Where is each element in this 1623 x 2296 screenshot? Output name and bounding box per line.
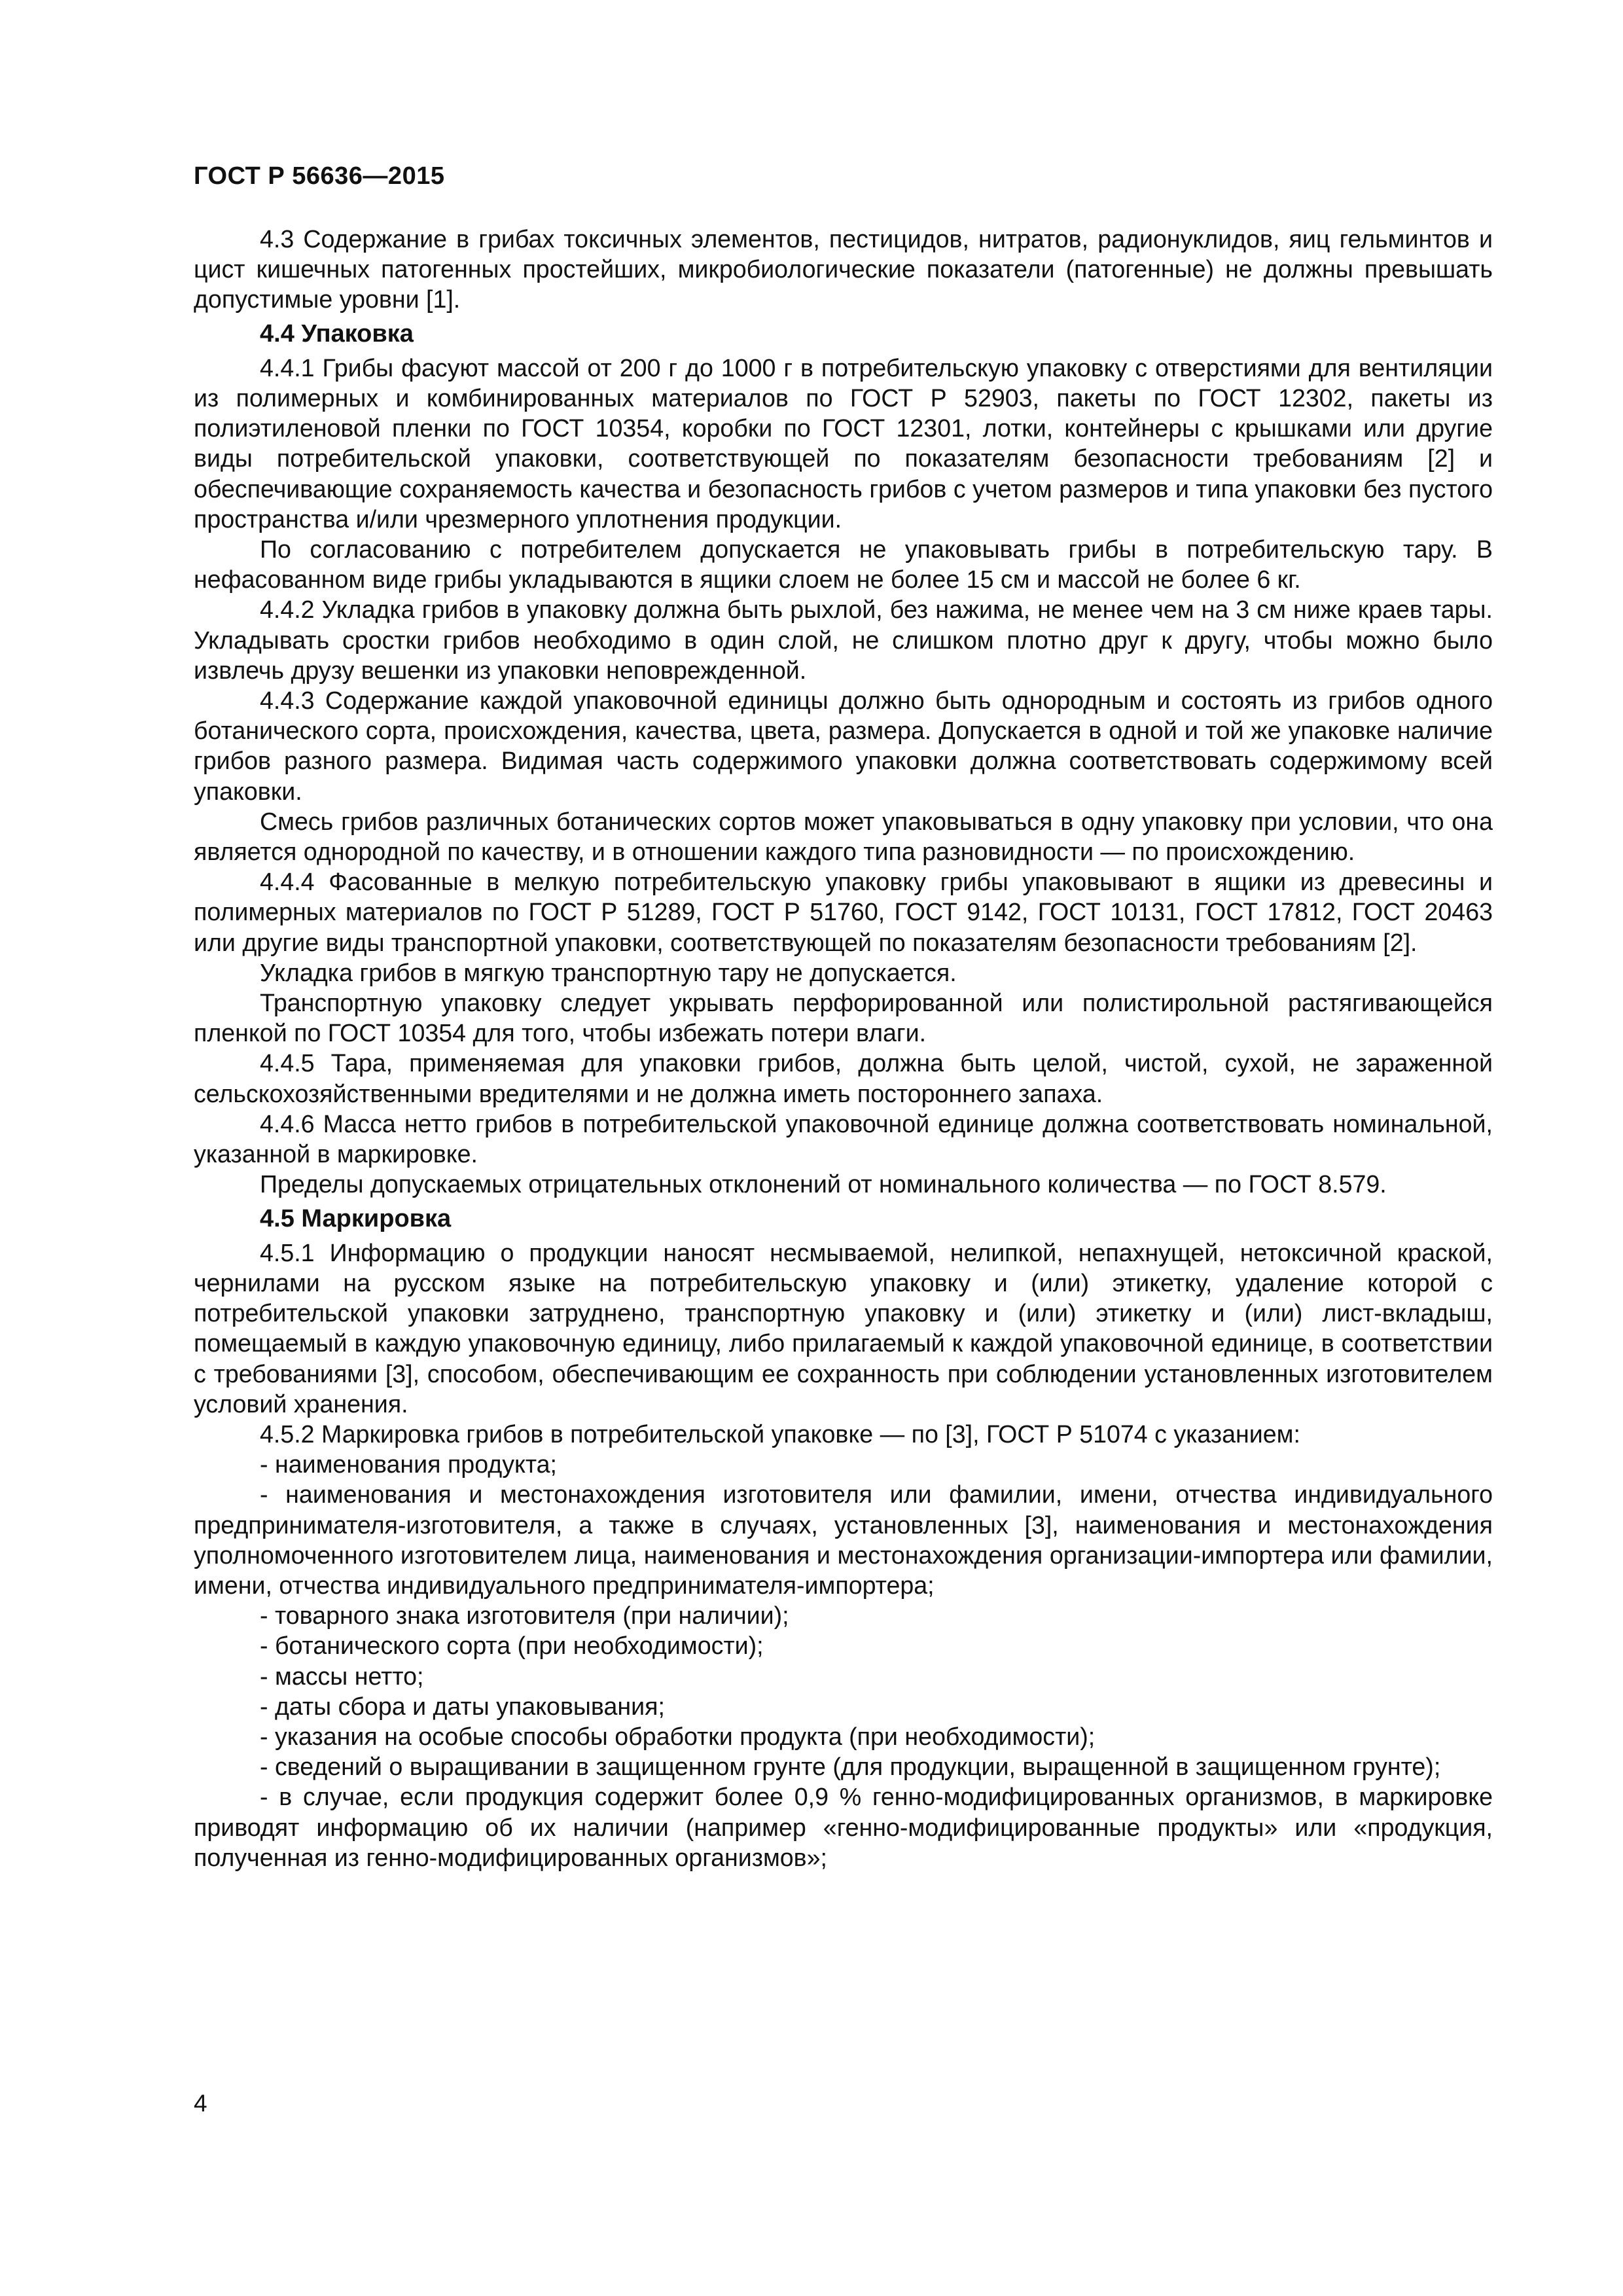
document-header: ГОСТ Р 56636—2015	[194, 162, 445, 190]
paragraph-4-4-4c: Транспортную упаковку следует укрывать перфорированной или полистирольной растягивающейся пленкой по ГОСТ 10354 для того, чтобы избежать потери влаги.	[194, 989, 1493, 1047]
paragraph-4-4-6: 4.4.6 Масса нетто грибов в потребительской упаковочной единице должна соответствовать номинальной, указанной в маркировке.	[194, 1109, 1493, 1168]
document-page	[194, 0, 1493, 2296]
paragraph-4-4-2: 4.4.2 Укладка грибов в упаковку должна быть рыхлой, без нажима, не менее чем на 3 см ниже краев тары. Укладывать сростки грибов необходимо в один слой, не слишком плотно друг к другу, чтобы можно было извлечь друзу вешенки из упаковки неповрежденной.	[194, 596, 1493, 684]
list-item: - в случае, если продукция содержит более 0,9 % генно-модифицированных организмов, в маркировке приводят информацию об их наличии (например «генно-модифицированные продукты» или «продукция, полученная из генно-модифицированных организмов»;	[194, 1783, 1493, 1871]
list-item: - ботанического сорта (при необходимости);	[260, 1632, 764, 1660]
document-body	[194, 224, 1493, 1873]
list-item: - наименования и местонахождения изготовителя или фамилии, имени, отчества индивидуального предпринимателя-изготовителя, а также в случаях, установленных [3], наименования и местонахождения уполномоченного изготовителем лица, наименования и местонахождения организации-импортера или фамилии, имени, отчества индивидуального предпринимателя-импортера;	[194, 1480, 1493, 1599]
paragraph-4-4-3: 4.4.3 Содержание каждой упаковочной единицы должно быть однородным и состоять из грибов одного ботанического сорта, происхождения, качества, цвета, размера. Допускается в одной и той же упаковке наличие грибов разного размера. Видимая часть содержимого упаковки должна соответствовать содержимому всей упаковки.	[194, 687, 1493, 805]
list-item: - указания на особые способы обработки продукта (при необходимости);	[260, 1722, 1096, 1750]
paragraph-4-4-5: 4.4.5 Тара, применяемая для упаковки грибов, должна быть целой, чистой, сухой, не зараженной сельскохозяйственными вредителями и не должна иметь постороннего запаха.	[194, 1049, 1493, 1107]
paragraph-4-4-1: 4.4.1 Грибы фасуют массой от 200 г до 1000 г в потребительскую упаковку с отверстиями для вентиляции из полимерных и комбинированных материалов по ГОСТ Р 52903, пакеты по ГОСТ 12302, пакеты из полиэтиленовой пленки по ГОСТ 10354, коробки по ГОСТ 12301, лотки, контейнеры с крышками или другие виды потребительской упаковки, соответствующей по показателям безопасности требованиям [2] и обеспечивающие сохраняемость качества и безопасность грибов с учетом размеров и типа упаковки без пустого пространства и/или чрезмерного уплотнения продукции.	[194, 353, 1493, 533]
heading-4-5: 4.5 Маркировка	[260, 1204, 452, 1232]
paragraph-4-5-1: 4.5.1 Информацию о продукции наносят несмываемой, нелипкой, непахнущей, нетоксичной краской, чернилами на русском языке на потребительскую упаковку и (или) этикетку, удаление которой с потребительской упаковки затруднено, транспортную упаковку и (или) этикетку и (или) лист-вкладыш, помещаемый в каждую упаковочную единицу, либо прилагаемый к каждой упаковочной единице, в соответствии с требованиями [3], способом, обеспечивающим ее сохранность при соблюдении установленных изготовителем условий хранения.	[194, 1238, 1493, 1418]
list-item: - массы нетто;	[260, 1662, 424, 1690]
paragraph-4-4-4: 4.4.4 Фасованные в мелкую потребительскую упаковку грибы упаковывают в ящики из древесины и полимерных материалов по ГОСТ Р 51289, ГОСТ Р 51760, ГОСТ 9142, ГОСТ 10131, ГОСТ 17812, ГОСТ 20463 или другие виды транспортной упаковки, соответствующей по показателям безопасности требованиям [2].	[194, 868, 1493, 956]
page-number: 4	[194, 2090, 207, 2117]
heading-4-4: 4.4 Упаковка	[260, 319, 414, 348]
paragraph-4-4-6b: Пределы допускаемых отрицательных отклонений от номинального количества — по ГОСТ 8.579.	[260, 1170, 1387, 1198]
paragraph-4-4-3b: Смесь грибов различных ботанических сортов может упаковываться в одну упаковку при условии, что она является однородной по качеству, и в отношении каждого типа разновидности — по происхождению.	[194, 807, 1493, 866]
paragraph-4-4-4b: Укладка грибов в мягкую транспортную тару не допускается.	[260, 958, 957, 986]
paragraph-4-5-2: 4.5.2 Маркировка грибов в потребительской упаковке — по [3], ГОСТ Р 51074 с указанием:	[260, 1420, 1300, 1448]
list-item: - сведений о выращивании в защищенном грунте (для продукции, выращенной в защищенном грунте);	[260, 1753, 1441, 1781]
list-item: - наименования продукта;	[260, 1450, 557, 1479]
paragraph-4-4-1b: По согласованию с потребителем допускается не упаковывать грибы в потребительскую тару. В нефасованном виде грибы укладываются в ящики слоем не более 15 см и массой не более 6 кг.	[194, 535, 1493, 594]
list-item: - даты сбора и даты упаковывания;	[260, 1692, 665, 1720]
list-item: - товарного знака изготовителя (при наличии);	[260, 1602, 789, 1630]
paragraph-4-3: 4.3 Содержание в грибах токсичных элементов, пестицидов, нитратов, радионуклидов, яиц гельминтов и цист кишечных патогенных простейших, микробиологические показатели (патогенные) не должны превышать допустимые уровни [1].	[194, 225, 1493, 314]
